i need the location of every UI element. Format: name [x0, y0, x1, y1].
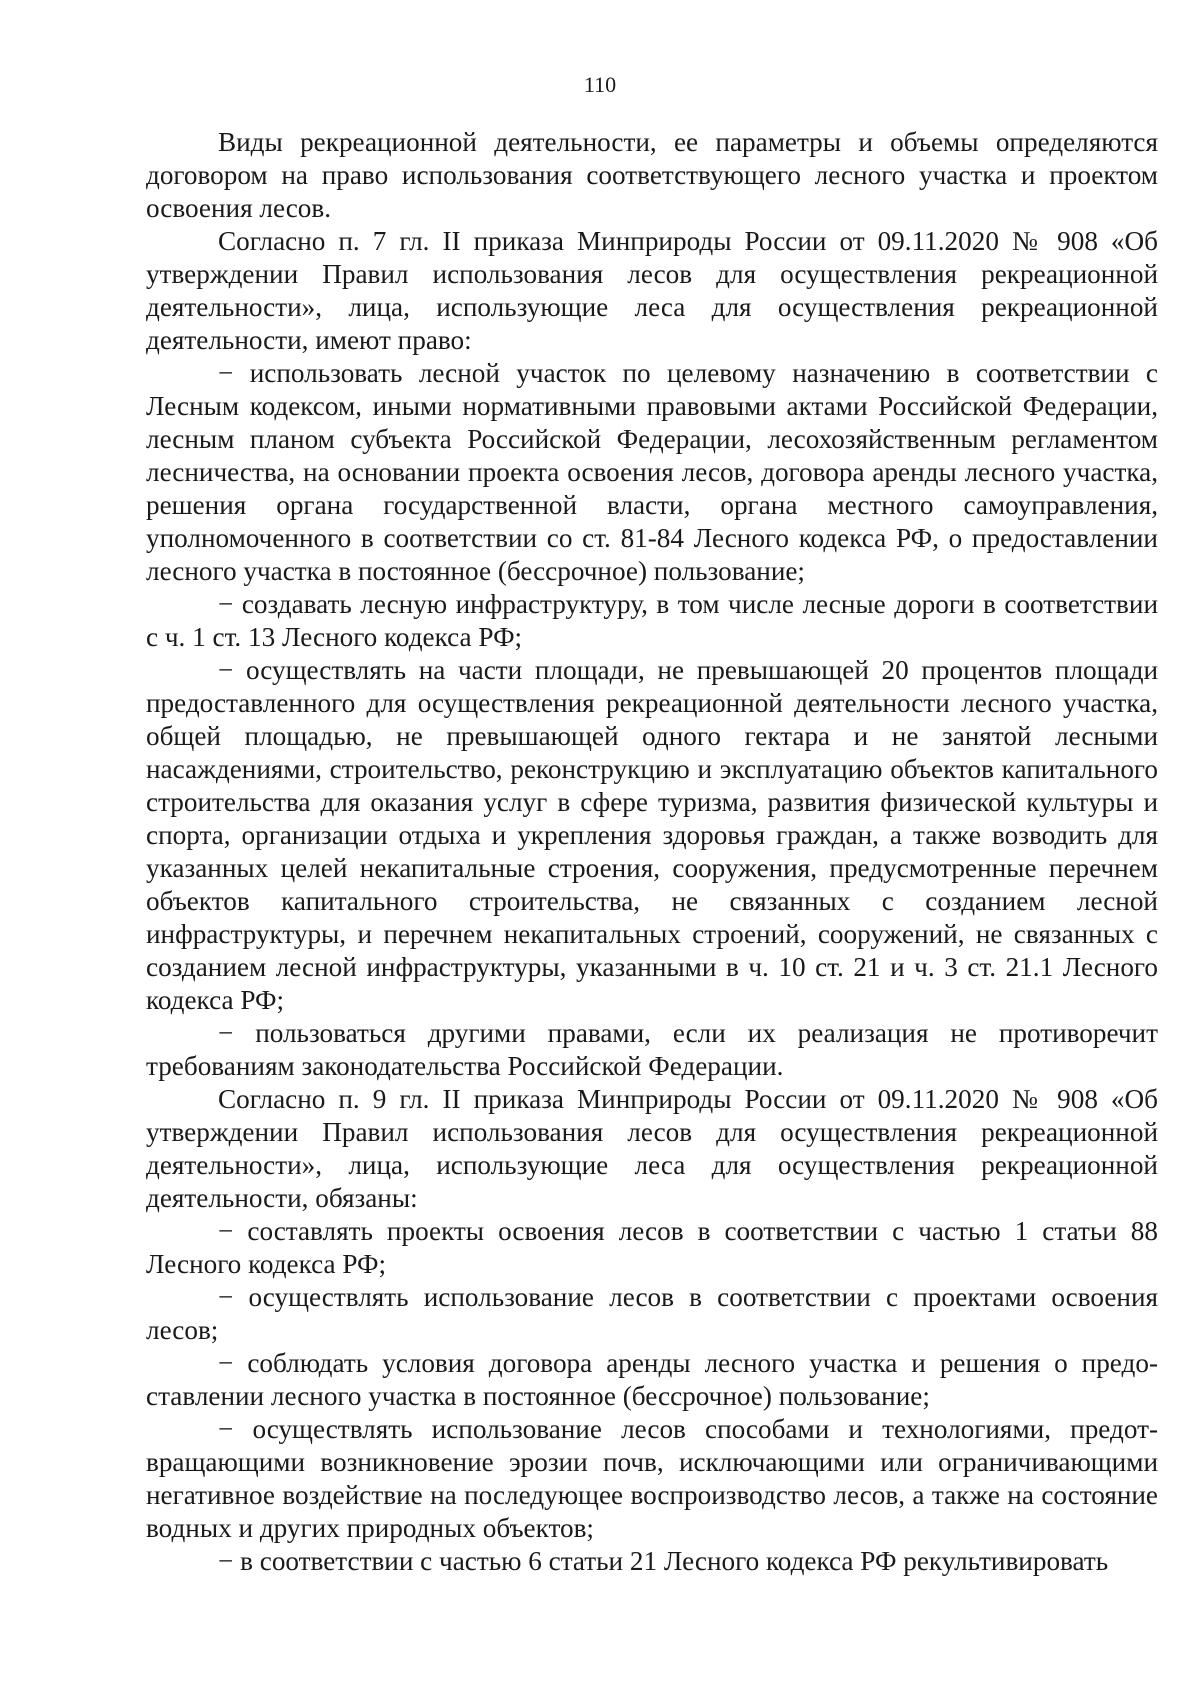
document-body — [146, 126, 1158, 1578]
list-item-duty-contract-terms: − соблюдать условия договора аренды лесного участка и решения о предо-ставлении лесного участка в постоянное (бессрочное) пользование; — [146, 1348, 1158, 1411]
list-item-right-other: − пользоваться другими правами, если их реализация не противоречит требованиям законодательства Российской Федерации. — [146, 1018, 1158, 1081]
paragraph-rights-intro: Согласно п. 7 гл. II приказа Минприроды России от 09.11.2020 № 908 «Об утверждении Правил использования лесов для осуществления рекреационной деятельности», лица, использующие леса для осуществления рекреационной деятельности, имеют право: — [146, 226, 1158, 355]
list-item-right-construction: − осуществлять на части площади, не превышающей 20 процентов площади предоставленного для осуществления рекреационной деятельности лесного участка, общей площадью, не превышающей одного гектара и не занятой лесными насаждениями, строительство, реконструкцию и эксплуатацию объектов капитального строительства для оказания услуг в сфере туризма, развития физической культуры и спорта, организации отдыха и укрепления здоровья граждан, а также возводить для указанных целей некапитальные строения, сооружения, предусмотренные перечнем объектов капитального строительства, не связанных с созданием лесной инфраструктуры, и перечнем некапитальных строений, сооружений, не связанных с созданием лесной инфраструктуры, указанными в ч. 10 ст. 21 и ч. 3 ст. 21.1 Лесного кодекса РФ; — [146, 655, 1158, 1015]
list-item-duty-use-per-projects: − осуществлять использование лесов в соответствии с проектами освоения лесов; — [146, 1282, 1158, 1345]
paragraph-recreation-types: Виды рекреационной деятельности, ее параметры и объемы определяются договором на право использования соответствующего лесного участка и проектом освоения лесов. — [146, 127, 1158, 223]
list-item-duty-projects: − составлять проекты освоения лесов в соответствии с частью 1 статьи 88 Лесного кодекса РФ; — [146, 1216, 1158, 1279]
list-item-right-use-plot: − использовать лесной участок по целевому назначению в соответствии с Лесным кодексом, иными нормативными правовыми актами Российской Федерации, лесным планом субъекта Российской Федерации, лесохозяйственным регламентом лесничества, на основании проекта освоения лесов, договора аренды лесного участка, решения органа государственной власти, органа местного самоуправления, уполномоченного в соответствии со ст. 81-84 Лесного кодекса РФ, о предоставлении лесного участка в постоянное (бессрочное) пользование; — [146, 358, 1158, 586]
paragraph-obligations-intro: Согласно п. 9 гл. II приказа Минприроды России от 09.11.2020 № 908 «Об утверждении Правил использования лесов для осуществления рекреационной деятельности», лица, использующие леса для осуществления рекреационной деятельности, обязаны: — [146, 1084, 1158, 1213]
list-item-right-infrastructure: − создавать лесную инфраструктуру, в том числе лесные дороги в соответствии с ч. 1 ст. 13 Лесного кодекса РФ; — [146, 589, 1158, 652]
list-item-duty-recultivation: − в соответствии с частью 6 статьи 21 Лесного кодекса РФ рекультивировать — [218, 1546, 1109, 1576]
page-number: 110 — [583, 72, 617, 97]
list-item-duty-methods: − осуществлять использование лесов способами и технологиями, предот-вращающими возникновение эрозии почв, исключающими или ограничивающими негативное воздействие на последующее воспроизводство лесов, а также на состояние водных и других природных объектов; — [146, 1414, 1158, 1543]
